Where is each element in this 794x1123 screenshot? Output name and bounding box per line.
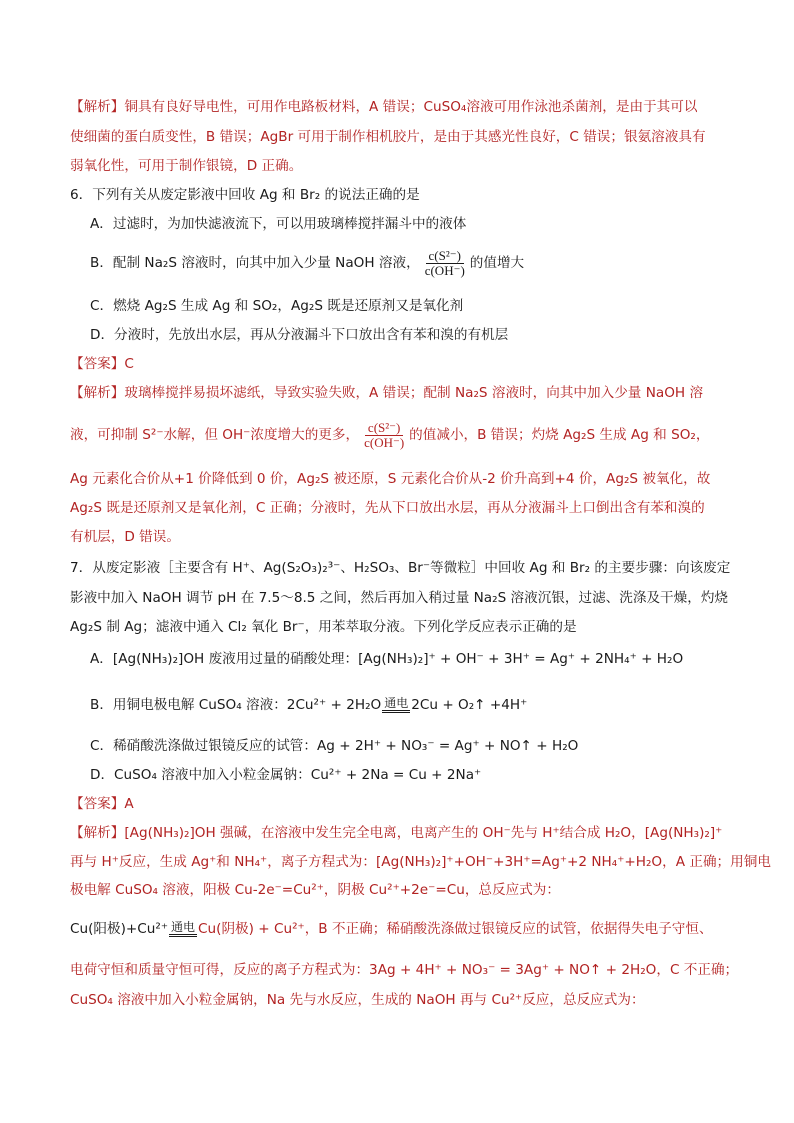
q6-option-b-text: B．配制 Na₂S 溶液时，向其中加入少量 NaOH 溶液， [90,255,420,271]
q7-stem-2: 影液中加入 NaOH 调节 pH 在 7.5～8.5 之间，然后再加入稍过量 Na₂S 溶液沉银，过滤、洗涤及干燥，灼烧 [70,590,729,606]
q7-explanation-4-text: Cu(阳极)+Cu²⁺ [70,921,169,937]
p1-line3: 弱氧化性，可用于制作银镜，D 正确。 [70,158,303,174]
q7-option-b-products: 2Cu + O₂↑ +4H⁺ [411,697,528,713]
q7-explanation-1: 【解析】[Ag(NH₃)₂]OH 强碱，在溶液中发生完全电离，电离产生的 OH⁻先与 H⁺结合成 H₂O，[Ag(NH₃)₂]⁺ [70,825,723,841]
fraction-numerator: c(S²⁻) [426,249,464,264]
double-bar [382,710,410,713]
double-bar [169,934,197,937]
q6-explanation-2-suffix: 的值减小，B 错误；灼烧 Ag₂S 生成 Ag 和 SO₂， [409,427,710,443]
fraction-denominator: c(OH⁻) [364,434,405,450]
q7-stem-1: 7．从废定影液［主要含有 H⁺、Ag(S₂O₃)₂³⁻、H₂SO₃、Br⁻等微粒］中回收 Ag 和 Br₂ 的主要步骤：向该废定 [70,560,731,576]
q6-stem: 6．下列有关从废定影液中回收 Ag 和 Br₂ 的说法正确的是 [70,187,420,203]
p1-line2: 使细菌的蛋白质变性，B 错误；AgBr 可用于制作相机胶片，是由于其感光性良好，C 错误；银氨溶液具有 [70,129,706,145]
q7-option-b [90,690,527,720]
q6-explanation-2 [70,418,709,452]
q6-answer: 【答案】C [70,356,134,372]
q7-option-d: D．CuSO₄ 溶液中加入小粒金属钠：Cu²⁺ + 2Na = Cu + 2Na⁺ [90,767,482,783]
q7-explanation-4 [70,914,713,944]
fraction-denominator: c(OH⁻) [424,262,465,278]
electrolysis-arrow [382,697,410,713]
q6-explanation-4: Ag₂S 既是还原剂又是氧化剂，C 正确；分液时，先从下口放出水层，再从分液漏斗上口倒出含有苯和溴的 [70,500,705,516]
q6-option-b-fraction [422,249,468,278]
q7-explanation-4-suffix: Cu(阴极) + Cu²⁺，B 不正确；稀硝酸洗涤做过银镜反应的试管，依据得失电子守恒、 [198,921,713,937]
p1-line1: 【解析】铜具有良好导电性，可用作电路板材料，A 错误；CuSO₄溶液可用作泳池杀菌剂，是由于其可以 [70,99,698,115]
q7-explanation-2: 再与 H⁺反应，生成 Ag⁺和 NH₄⁺，离子方程式为：[Ag(NH₃)₂]⁺+OH⁻+3H⁺=Ag⁺+2 NH₄⁺+H₂O，A 正确；用铜电 [70,854,771,870]
q7-explanation-5: 电荷守恒和质量守恒可得，反应的离子方程式为：3Ag + 4H⁺ + NO₃⁻ = 3Ag⁺ + NO↑ + 2H₂O，C 不正确； [70,962,739,978]
q7-explanation-3: 极电解 CuSO₄ 溶液，阳极 Cu-2e⁻=Cu²⁺，阴极 Cu²⁺+2e⁻=Cu，总反应式为： [70,882,560,898]
q7-option-b-text: B．用铜电极电解 CuSO₄ 溶液：2Cu²⁺ + 2H₂O [90,697,382,713]
q7-option-a: A．[Ag(NH₃)₂]OH 废液用过量的硝酸处理：[Ag(NH₃)₂]⁺ + OH⁻ + 3H⁺ = Ag⁺ + 2NH₄⁺ + H₂O [90,651,684,667]
q6-option-a: A．过滤时，为加快滤液流下，可以用玻璃棒搅拌漏斗中的液体 [90,216,467,232]
q6-option-c: C．燃烧 Ag₂S 生成 Ag 和 SO₂，Ag₂S 既是还原剂又是氧化剂 [90,298,464,314]
electrolysis-condition: 通电 [171,920,196,934]
q6-option-b [90,246,524,280]
q6-explanation-5: 有机层，D 错误。 [70,529,180,545]
q6-explanation-fraction [361,421,407,450]
q7-answer: 【答案】A [70,796,134,812]
q7-option-c: C．稀硝酸洗涤做过银镜反应的试管：Ag + 2H⁺ + NO₃⁻ = Ag⁺ + NO↑ + H₂O [90,738,579,754]
fraction-numerator: c(S²⁻) [365,421,403,436]
q6-option-d: D．分液时，先放出水层，再从分液漏斗下口放出含有苯和溴的有机层 [90,327,509,343]
q6-explanation-1: 【解析】玻璃棒搅拌易损坏滤纸，导致实验失败，A 错误；配制 Na₂S 溶液时，向其中加入少量 NaOH 溶 [70,385,704,401]
q7-stem-3: Ag₂S 制 Ag；滤液中通入 Cl₂ 氧化 Br⁻，用苯萃取分液。下列化学反应表示正确的是 [70,619,577,635]
electrolysis-arrow [169,921,197,937]
q7-explanation-6: CuSO₄ 溶液中加入小粒金属钠，Na 先与水反应，生成的 NaOH 再与 Cu²⁺反应，总反应式为： [70,992,645,1008]
q6-explanation-3: Ag 元素化合价从+1 价降低到 0 价，Ag₂S 被还原，S 元素化合价从-2 价升高到+4 价，Ag₂S 被氧化，故 [70,471,711,487]
electrolysis-condition: 通电 [384,696,409,710]
q6-option-b-suffix: 的值增大 [469,255,525,271]
q6-explanation-2-text: 液，可抑制 S²⁻水解，但 OH⁻浓度增大的更多， [70,427,360,443]
